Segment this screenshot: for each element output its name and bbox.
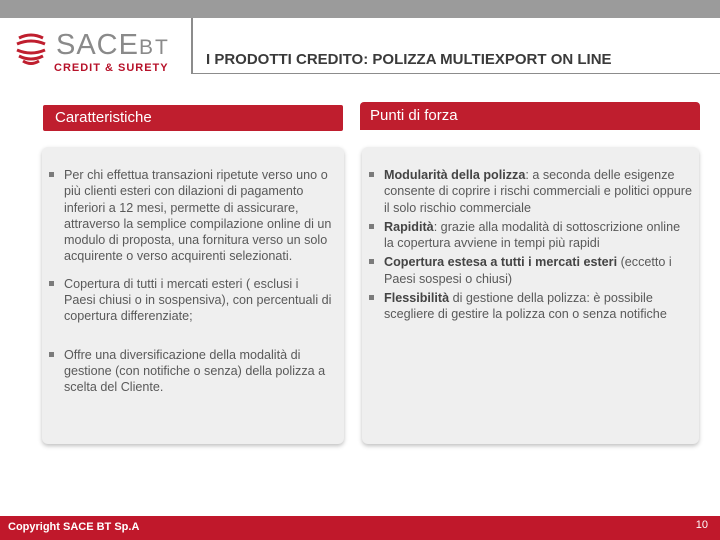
list-item xyxy=(367,254,693,287)
list-item: Copertura di tutti i mercati esteri ( esclusi i Paesi chiusi o in sospensiva), con percentuali di copertura differenziate; xyxy=(47,276,333,325)
strength-title: Modularità della polizza xyxy=(384,168,526,182)
strength-text: (eccetto i Paesi sospesi o chiusi) xyxy=(384,255,672,286)
sace-bt-logo xyxy=(14,28,184,76)
sace-emblem-icon xyxy=(16,32,46,66)
page-number: 10 xyxy=(695,519,708,531)
characteristics-heading: Caratteristiche xyxy=(43,105,343,131)
strengths-heading: Punti di forza xyxy=(360,102,700,130)
list-item xyxy=(367,219,693,252)
strength-text: : grazie alla modalità di sottoscrizione online la copertura avviene in tempi più rapidi xyxy=(384,219,681,251)
strengths-list xyxy=(367,167,693,326)
characteristics-list xyxy=(47,167,333,396)
logo-wordmark: SACEBT xyxy=(56,29,170,61)
strength-title: Flessibilità xyxy=(384,291,450,306)
list-item xyxy=(367,167,693,216)
top-bar xyxy=(0,0,720,18)
copyright-text: Copyright SACE BT Sp.A xyxy=(8,521,140,533)
strength-text: : a seconda delle esigenze consente di coprire i rischi commerciali e politici oppure il solo rischio commerciale xyxy=(384,168,692,215)
list-item xyxy=(367,290,693,323)
strength-title: Copertura estesa a tutti i mercati esteri xyxy=(384,255,618,270)
list-item: Offre una diversificazione della modalità di gestione (con notifiche o senza) della polizza a scelta del Cliente. xyxy=(47,347,333,396)
header-vertical-divider xyxy=(191,18,193,74)
strength-title: Rapidità xyxy=(384,219,434,234)
logo-tagline: CREDIT & SURETY xyxy=(54,62,169,74)
strength-text: di gestione della polizza: è possibile scegliere di gestire la polizza con o senza notifiche xyxy=(384,291,667,322)
page-title: I PRODOTTI CREDITO: POLIZZA MULTIEXPORT ON LINE xyxy=(206,51,612,68)
header-horizontal-divider xyxy=(191,73,720,74)
list-item: Per chi effettua transazioni ripetute verso uno o più clienti esteri con dilazioni di pagamento inferiori a 12 mesi, permette di assicurare, attraverso la semplice compilazione online di un modulo di proposta, una fornitura verso un solo acquirente o verso acquirenti selezionati. xyxy=(47,167,333,265)
footer-bar xyxy=(0,516,720,540)
